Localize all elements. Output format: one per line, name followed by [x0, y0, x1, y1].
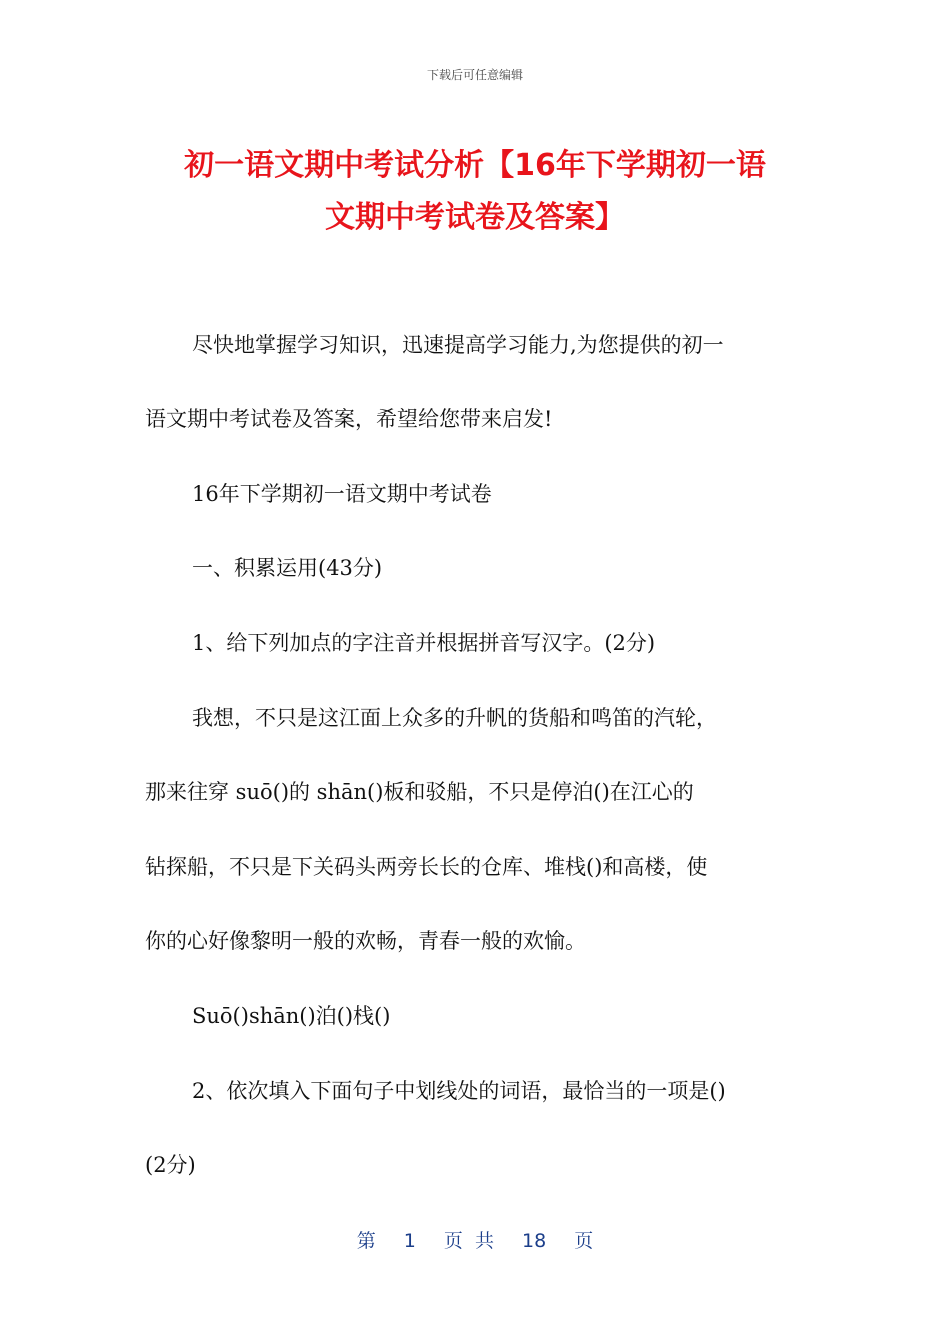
answer-blanks: Suō()shān()泊()栈() — [192, 1004, 391, 1028]
question-2-line-2: (2分) — [145, 1153, 196, 1177]
document-title — [140, 140, 810, 244]
passage-line-1: 我想，不只是这江面上众多的升帆的货船和鸣笛的汽轮， — [192, 706, 717, 730]
page-footer — [0, 1226, 950, 1253]
footer-current-page: 1 — [403, 1230, 416, 1252]
title-line-2: 文期中考试卷及答案】 — [325, 200, 625, 235]
paragraph-intro-line-2: 语文期中考试卷及答案，希望给您带来启发! — [145, 407, 553, 431]
footer-label-di: 第 — [356, 1230, 376, 1252]
paragraph-intro-line-1: 尽快地掌握学习知识，迅速提高学习能力,为您提供的初一 — [192, 333, 724, 357]
footer-label-ye-gong: 页 共 — [443, 1230, 494, 1252]
footer-label-ye: 页 — [574, 1230, 594, 1252]
section-heading: 一、积累运用(43分) — [192, 556, 383, 580]
question-1: 1、给下列加点的字注音并根据拼音写汉字。(2分) — [192, 631, 656, 655]
passage-line-3: 钻探船，不只是下关码头两旁长长的仓库、堆栈()和高楼，使 — [145, 855, 708, 879]
exam-heading: 16年下学期初一语文期中考试卷 — [192, 482, 492, 506]
header-note: 下载后可任意编辑 — [426, 68, 523, 82]
passage-line-4: 你的心好像黎明一般的欢畅，青春一般的欢愉。 — [145, 929, 586, 953]
question-2-line-1: 2、依次填入下面句子中划线处的词语，最恰当的一项是() — [192, 1079, 726, 1103]
title-line-1: 初一语文期中考试分析【16年下学期初一语 — [184, 148, 766, 183]
footer-total-pages: 18 — [522, 1230, 547, 1252]
passage-line-2: 那来往穿 suō()的 shān()板和驳船，不只是停泊()在江心的 — [145, 780, 694, 804]
